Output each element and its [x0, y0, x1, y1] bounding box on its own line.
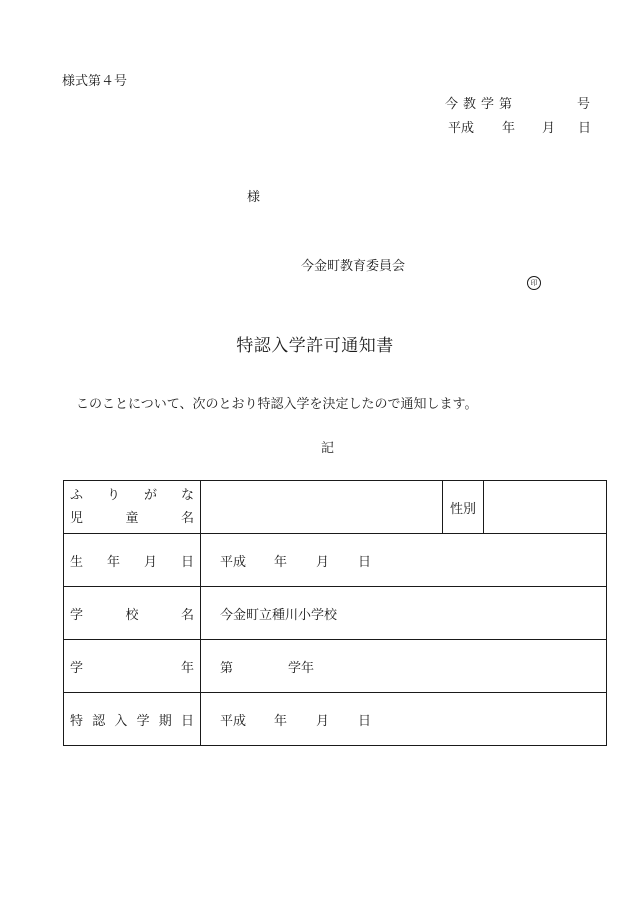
admission-date-label: [70, 710, 194, 729]
date-day: 日: [358, 554, 372, 570]
seal-mark: 印: [527, 276, 541, 290]
grade-prefix: 第: [220, 660, 234, 676]
label-char: 月: [143, 554, 157, 570]
ki-heading: 記: [320, 441, 334, 456]
doc-no-char: 学: [481, 97, 495, 112]
label-char: 学: [136, 713, 150, 729]
label-char: 認: [92, 713, 106, 729]
form-number: 様式第４号: [62, 74, 128, 89]
name-label-cell: [64, 481, 201, 534]
doc-no-char: 今: [445, 97, 459, 112]
table-row: [64, 481, 607, 534]
issuer-name: 今金町教育委員会: [301, 259, 406, 274]
date-month: 月: [316, 554, 330, 570]
date-year: 年: [502, 121, 516, 136]
birth-date-value[interactable]: [201, 534, 607, 587]
grade-label-cell: [64, 640, 201, 693]
label-char: 名: [180, 511, 194, 526]
doc-no-char: 第: [499, 97, 513, 112]
date-year: 年: [274, 554, 288, 570]
label-char: な: [180, 488, 194, 503]
date-year: 年: [274, 713, 288, 729]
addressee-suffix: 様: [247, 190, 261, 205]
label-char: 年: [180, 660, 194, 676]
admission-label-cell: [64, 693, 201, 746]
date-era: 平成: [448, 121, 475, 136]
label-char: 日: [180, 713, 194, 729]
sex-value-cell[interactable]: [484, 481, 607, 534]
admission-form-table: [63, 480, 607, 746]
label-char: り: [106, 488, 120, 503]
date-day: 日: [578, 121, 592, 136]
table-row: [64, 693, 607, 746]
school-name-value[interactable]: 今金町立種川小学校: [201, 587, 607, 640]
admission-date-value[interactable]: [201, 693, 607, 746]
grade-suffix: 学年: [288, 660, 315, 676]
doc-no-char: 教: [463, 97, 477, 112]
grade-label: [70, 657, 194, 676]
label-char: 特: [70, 713, 84, 729]
label-char: 学: [70, 660, 84, 676]
school-name-label: [70, 604, 194, 623]
document-title: 特認入学許可通知書: [236, 336, 394, 356]
table-row: [64, 640, 607, 693]
date-era: 平成: [220, 554, 247, 570]
label-char: 日: [180, 554, 194, 570]
furigana-label: [70, 484, 194, 507]
label-char: 名: [180, 607, 194, 623]
body-text: このことについて、次のとおり特認入学を決定したので通知します。: [76, 397, 478, 412]
table-row: [64, 534, 607, 587]
label-char: 期: [158, 713, 172, 729]
label-char: が: [143, 488, 157, 503]
table-row: [64, 587, 607, 640]
label-char: 学: [70, 607, 84, 623]
sex-label: 性別: [443, 481, 484, 534]
doc-no-suffix: 号: [577, 97, 591, 112]
grade-value[interactable]: [201, 640, 607, 693]
name-value-cell[interactable]: [201, 481, 443, 534]
label-char: ふ: [70, 488, 84, 503]
document-date: [448, 117, 591, 136]
document-number: [445, 93, 591, 112]
date-month: 月: [316, 713, 330, 729]
date-month: 月: [542, 121, 556, 136]
label-char: 童: [125, 511, 139, 526]
child-name-label: [70, 507, 194, 530]
label-char: 入: [114, 713, 128, 729]
label-char: 年: [106, 554, 120, 570]
label-char: 校: [125, 607, 139, 623]
birth-date-label: [70, 551, 194, 570]
date-day: 日: [358, 713, 372, 729]
label-char: 生: [70, 554, 84, 570]
school-label-cell: [64, 587, 201, 640]
birth-label-cell: [64, 534, 201, 587]
label-char: 児: [70, 511, 84, 526]
date-era: 平成: [220, 713, 247, 729]
